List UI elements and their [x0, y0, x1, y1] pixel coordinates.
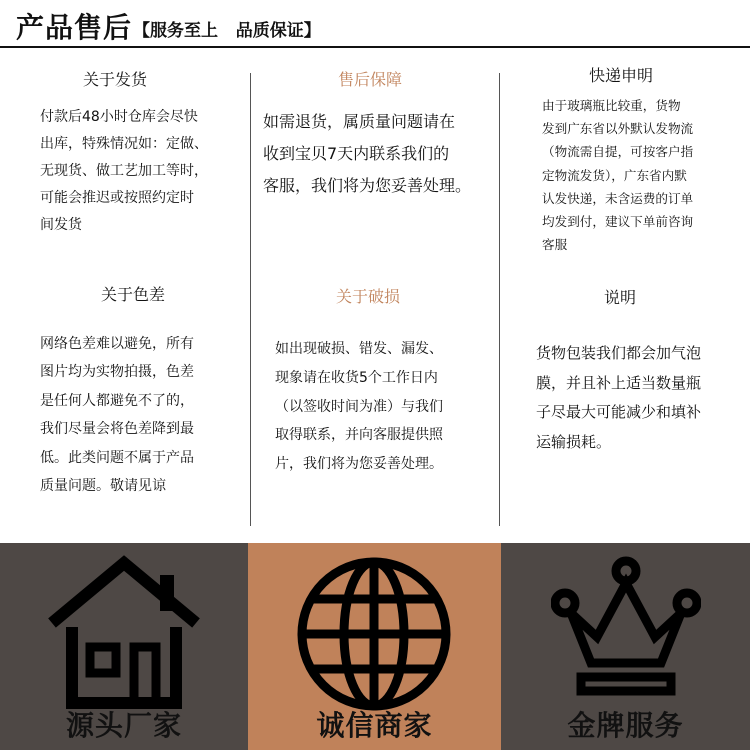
section-body-after-sales [263, 106, 471, 202]
section-title-note: 说明 [603, 288, 636, 307]
column-divider-left [250, 73, 251, 526]
body-line: 网络色差难以避免，所有 [40, 336, 194, 352]
section-body-damage [275, 335, 443, 479]
header-divider [0, 46, 750, 48]
section-body-express [542, 94, 693, 256]
body-line: 现象请在收货5个工作日内 [275, 369, 438, 386]
body-line: 运输损耗。 [536, 432, 612, 451]
body-line: （物流需自提，可按客户指 [542, 144, 694, 160]
section-body-color [40, 330, 194, 500]
body-line: 质量问题。敬请见谅 [40, 478, 166, 495]
body-line: 出库，特殊情况如：定做、 [40, 136, 208, 152]
section-title-express: 快递申明 [588, 66, 653, 85]
body-line: 我们尽量会将色差降到最 [40, 421, 194, 438]
badge-gold-service [501, 543, 750, 750]
section-body-note [536, 339, 701, 457]
body-line: 由于玻璃瓶比较重，货物 [542, 98, 681, 113]
body-line: 子尽最大可能减少和填补 [536, 403, 702, 422]
section-body-shipping [40, 104, 208, 239]
body-line: （以签收时间为准）与我们 [275, 398, 443, 415]
page-header [0, 0, 750, 50]
body-line: 可能会推迟或按照约定时 [40, 190, 194, 206]
body-line: 客服，我们将为您妥善处理。 [263, 176, 472, 195]
globe-icon [289, 549, 459, 719]
section-title-damage: 关于破损 [335, 287, 400, 306]
badge-trusted-merchant [248, 543, 501, 750]
badge-factory [0, 543, 248, 750]
badge-label: 源头厂家 [65, 709, 182, 742]
body-line: 无现货、做工艺加工等时， [40, 163, 208, 179]
body-line: 定物流发货），广东省内默 [542, 167, 687, 183]
body-line: 间发货 [40, 217, 82, 233]
house-icon [44, 551, 204, 711]
section-title-after-sales: 售后保障 [337, 70, 402, 89]
badge-label: 金牌服务 [567, 709, 684, 742]
body-line: 收到宝贝7天内联系我们的 [263, 144, 450, 163]
body-line: 低。此类问题不属于产品 [40, 449, 194, 466]
body-line: 如出现破损、错发、漏发、 [275, 341, 443, 357]
badge-label: 诚信商家 [316, 709, 433, 742]
column-divider-right [499, 73, 500, 526]
body-line: 图片均为实物拍摄，色差 [40, 364, 194, 381]
body-line: 是任何人都避免不了的， [40, 392, 194, 409]
body-line: 片，我们将为您妥善处理。 [275, 456, 443, 473]
body-line: 认发快递，未含运费的订单 [542, 190, 694, 206]
body-line: 膜，并且补上适当数量瓶 [536, 373, 702, 392]
page-subtitle: 【服务至上 品质保证】 [133, 21, 321, 41]
body-line: 如需退货，属质量问题请在 [263, 112, 456, 131]
body-line: 取得联系，并向客服提供照 [275, 427, 443, 444]
crown-icon [551, 553, 701, 703]
section-title-color: 关于色差 [100, 285, 165, 304]
section-title-shipping: 关于发货 [82, 70, 147, 89]
page-title: 产品售后 [16, 11, 133, 44]
body-line: 均发到付，建议下单前咨询 [542, 214, 694, 230]
body-line: 发到广东省以外默认发物流 [542, 121, 694, 137]
body-line: 货物包装我们都会加气泡 [536, 344, 702, 362]
body-line: 付款后48小时仓库会尽快 [40, 109, 198, 125]
body-line: 客服 [542, 237, 568, 253]
